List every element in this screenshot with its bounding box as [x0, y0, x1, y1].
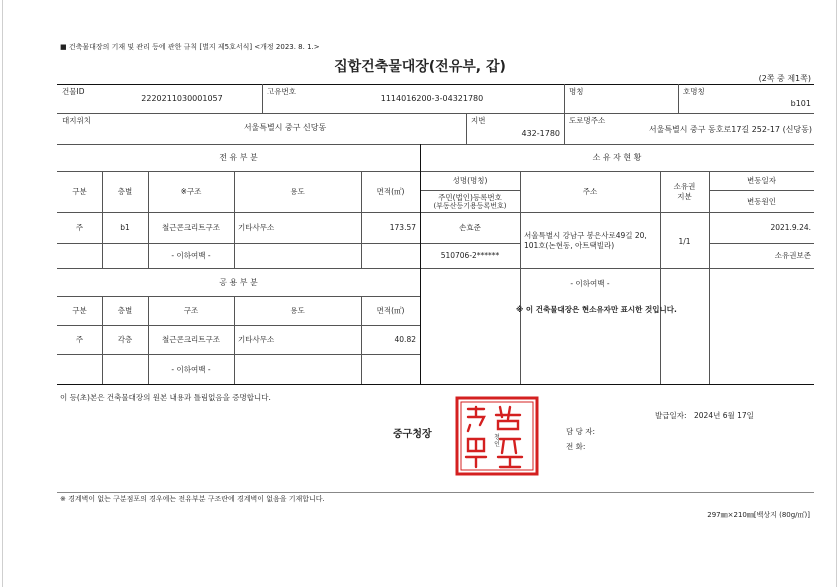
- owner-date: 2021.9.24.: [770, 223, 811, 232]
- page-info: (2쪽 중 제1쪽): [758, 74, 811, 83]
- owner-col-share2: 지분: [677, 192, 692, 201]
- lot-value: 432-1780: [521, 129, 560, 138]
- owner-col-reason: 변동원인: [747, 197, 776, 206]
- unique-no-label: 고유번호: [267, 87, 296, 96]
- owner-notice: ※ 이 건축물대장은 현소유자만 표시한 것입니다.: [516, 305, 677, 314]
- excl-row-div: 주: [75, 223, 84, 232]
- col-line: [678, 84, 679, 113]
- common-row-use: 기타사무소: [238, 335, 275, 344]
- excl-blank: - 이하여백 -: [171, 251, 211, 260]
- common-section-title: 공 용 부 분: [219, 278, 258, 287]
- issuer-name: 중구청장: [393, 429, 432, 440]
- road-label: 도로명주소: [569, 116, 606, 125]
- building-id-value: 2220211030001057: [141, 94, 223, 103]
- common-col-floor: 층별: [117, 306, 133, 315]
- common-col-div: 구분: [72, 306, 87, 315]
- unit-name-value: b101: [790, 99, 811, 108]
- col-line: [564, 113, 565, 144]
- exclusive-section-title: 전 유 부 분: [219, 153, 258, 162]
- phone-label: 전 화:: [566, 442, 586, 451]
- row-line: [57, 144, 814, 145]
- common-row-floor: 각층: [117, 335, 133, 344]
- table-top-border: [57, 84, 814, 85]
- common-row-area: 40.82: [394, 335, 416, 344]
- unit-name-label: 호명칭: [683, 87, 705, 96]
- official-seal-icon: [454, 395, 540, 477]
- paper-spec: 297㎜×210㎜[백상지 (80g/㎡)]: [707, 511, 810, 519]
- row-line: [420, 212, 814, 213]
- owner-share: 1/1: [678, 237, 691, 246]
- common-blank: - 이하여백 -: [171, 365, 211, 374]
- excl-col-struct: ※구조: [180, 187, 202, 196]
- owner-id: 510706-2******: [440, 251, 500, 260]
- row-line: [420, 243, 520, 244]
- owner-reason: 소유권보존: [774, 251, 811, 260]
- row-line: [709, 243, 814, 244]
- row-line: [420, 190, 520, 191]
- footer-divider: [57, 492, 814, 493]
- owner-col-date: 변동일자: [747, 176, 776, 185]
- lot-label: 지번: [471, 116, 486, 125]
- clerk-label: 담 당 자:: [566, 427, 596, 436]
- name-label: 명칭: [569, 87, 584, 96]
- common-col-use: 용도: [290, 306, 305, 315]
- page-edge-left: [2, 0, 3, 587]
- row-line: [57, 243, 420, 244]
- col-line: [262, 84, 263, 113]
- site-label: 대지위치: [62, 116, 91, 125]
- owner-col-addr: 주소: [582, 187, 598, 196]
- col-line: [234, 171, 235, 268]
- excl-col-floor: 층별: [117, 187, 133, 196]
- certify-text: 이 등(초)본은 건축물대장의 원본 내용과 틀림없음을 증명합니다.: [60, 393, 271, 402]
- excl-row-floor: b1: [120, 223, 130, 232]
- owner-addr-line1: 서울특별시 강남구 봉은사로49길 20,: [524, 231, 647, 240]
- seal-text-mid: 인: [494, 441, 500, 448]
- excl-row-area: 173.57: [389, 223, 416, 232]
- form-note: ■ 건축물대장의 기재 및 관리 등에 관한 규칙 [별지 제5호서식] <개정 2023. 8. 1.>: [60, 43, 320, 51]
- issue-date: 2024년 6월 17일: [694, 411, 754, 420]
- site-value: 서울특별시 중구 신당동: [243, 123, 327, 132]
- table-bottom-border: [57, 384, 814, 385]
- owner-blank: - 이하여백 -: [570, 279, 610, 288]
- seal-text-top: 청: [494, 434, 500, 441]
- owner-section-title: 소 유 자 현 황: [592, 153, 642, 162]
- col-line: [660, 171, 661, 384]
- owner-col-name: 성명(명칭): [452, 176, 488, 185]
- page-edge-right: [836, 0, 837, 587]
- building-id-label: 건물ID: [62, 87, 85, 96]
- owner-addr-line2: 101호(논현동, 아트택빌라): [524, 241, 615, 250]
- row-line: [57, 113, 814, 114]
- row-line: [57, 212, 420, 213]
- row-line: [57, 171, 814, 172]
- col-line: [564, 84, 565, 113]
- common-row-struct: 철근콘크리트구조: [162, 335, 220, 344]
- common-col-struct: 구조: [183, 306, 199, 315]
- excl-row-struct: 철근콘크리트구조: [162, 223, 220, 232]
- col-line: [466, 113, 467, 144]
- road-value: 서울특별시 중구 동호로17길 252-17 (신당동): [648, 125, 812, 134]
- excl-col-div: 구분: [72, 187, 87, 196]
- row-line: [709, 190, 814, 191]
- common-row-div: 주: [75, 335, 84, 344]
- row-line: [57, 354, 420, 355]
- owner-col-share: 소유권: [673, 182, 696, 191]
- col-line: [361, 171, 362, 268]
- row-line: [57, 268, 814, 269]
- owner-col-id2: (부동산등기용등록번호): [433, 202, 507, 210]
- col-line: [102, 171, 103, 268]
- excl-col-use: 용도: [290, 187, 305, 196]
- row-line: [57, 296, 420, 297]
- owner-col-id: 주민(법인)등록번호: [438, 193, 502, 202]
- bottom-note: ※ 경계벽이 없는 구분점포의 경우에는 전유부분 구조란에 경계벽이 없음을 기재합니다.: [60, 495, 325, 503]
- excl-row-use: 기타사무소: [238, 223, 275, 232]
- issue-date-label: 발급일자:: [655, 411, 687, 420]
- document-title: 집합건축물대장(전유부, 갑): [334, 59, 506, 75]
- common-col-area: 면적(㎡): [376, 306, 405, 315]
- unique-no-value: 1114016200-3-04321780: [380, 94, 484, 103]
- owner-name: 손효준: [459, 223, 481, 232]
- row-line: [57, 325, 420, 326]
- excl-col-area: 면적(㎡): [376, 187, 405, 196]
- col-line: [520, 171, 521, 384]
